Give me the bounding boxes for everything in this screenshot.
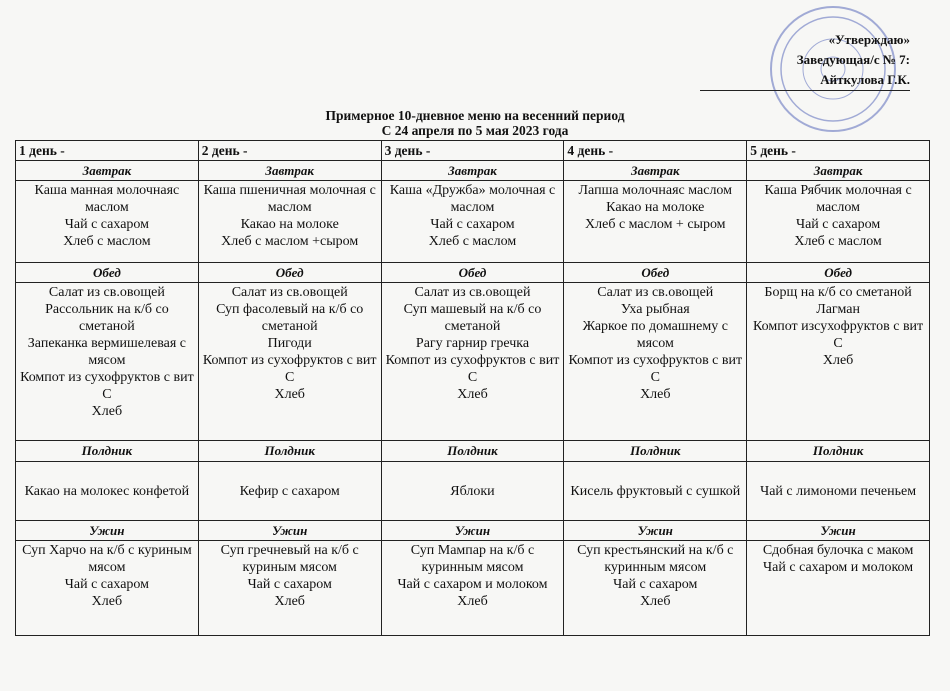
meal-header-snack: Полдник bbox=[198, 441, 381, 462]
approval-block bbox=[700, 30, 910, 91]
meal-header-lunch: Обед bbox=[564, 263, 747, 283]
snack-header-row bbox=[16, 441, 930, 462]
dish-item: Хлеб bbox=[822, 353, 854, 368]
dish-item: Компот из сухофруктов с вит С bbox=[202, 353, 377, 385]
meal-header-breakfast: Завтрак bbox=[564, 161, 747, 181]
dish-item: Хлеб bbox=[457, 387, 488, 402]
dish-item: Салат из св.овощей bbox=[48, 285, 165, 300]
breakfast-cell bbox=[564, 181, 747, 263]
dish-item: Рассольник на к/б со сметаной bbox=[45, 302, 169, 334]
lunch-cell bbox=[564, 283, 747, 441]
meal-header-dinner: Ужин bbox=[747, 521, 930, 541]
dish-item: Какао на молоке bbox=[240, 217, 339, 232]
dish-item: Чай с сахаром bbox=[64, 217, 150, 232]
dinner-dishes-row bbox=[16, 541, 930, 636]
dish-item: Чай с сахаром bbox=[795, 217, 881, 232]
breakfast-cell bbox=[198, 181, 381, 263]
dish-item: Салат из св.овощей bbox=[597, 285, 714, 300]
meal-header-dinner: Ужин bbox=[381, 521, 564, 541]
breakfast-cell bbox=[381, 181, 564, 263]
meal-header-dinner: Ужин bbox=[16, 521, 199, 541]
dish-item: Суп фасолевый на к/б со сметаной bbox=[216, 302, 364, 334]
meal-header-lunch: Обед bbox=[198, 263, 381, 283]
snack-cell bbox=[198, 462, 381, 521]
dish-item: Уха рыбная bbox=[620, 302, 690, 317]
meal-header-snack: Полдник bbox=[381, 441, 564, 462]
snack-cell bbox=[564, 462, 747, 521]
dish-item: Компот из сухофруктов с вит С bbox=[20, 370, 194, 402]
dish-item: Рагу гарнир гречка bbox=[415, 336, 530, 351]
dish-item: Каша «Дружба» молочная с маслом bbox=[389, 183, 556, 215]
dish-item: Хлеб с маслом +сыром bbox=[221, 234, 359, 249]
dish-item: Салат из св.овощей bbox=[231, 285, 348, 300]
dish-item: Салат из св.овощей bbox=[414, 285, 531, 300]
dish-item: Лапша молочнаяс маслом bbox=[578, 183, 733, 198]
meal-header-lunch: Обед bbox=[16, 263, 199, 283]
breakfast-header-row bbox=[16, 161, 930, 181]
dish-item: Чай с сахаром bbox=[613, 577, 698, 592]
dish-item: Чай с сахаром bbox=[430, 217, 515, 232]
dish-item: Хлеб bbox=[457, 594, 488, 609]
lunch-header-row bbox=[16, 263, 930, 283]
dish-item: Лагман bbox=[816, 302, 860, 317]
meal-header-breakfast: Завтрак bbox=[198, 161, 381, 181]
dish-item: Каша пшеничная молочная с маслом bbox=[203, 183, 376, 215]
day-header: 4 день - bbox=[564, 141, 747, 161]
meal-header-breakfast: Завтрак bbox=[16, 161, 199, 181]
lunch-cell bbox=[747, 283, 930, 441]
dish-item: Хлеб bbox=[274, 594, 305, 609]
day-header-row bbox=[16, 141, 930, 161]
dish-item: Суп Мампар на к/б с куринным мясом bbox=[410, 543, 535, 575]
dish-item: Борщ на к/б со сметаной bbox=[764, 285, 912, 300]
meal-header-breakfast: Завтрак bbox=[381, 161, 564, 181]
title-line-1: Примерное 10-дневное меню на весенний период bbox=[325, 108, 625, 123]
dish-item: Кефир с сахаром bbox=[239, 483, 340, 499]
lunch-cell bbox=[198, 283, 381, 441]
dish-item: Чай с сахаром bbox=[247, 577, 332, 592]
meal-header-lunch: Обед bbox=[747, 263, 930, 283]
lunch-cell bbox=[381, 283, 564, 441]
dish-item: Жаркое по домашнему с мясом bbox=[582, 319, 728, 351]
dish-item: Хлеб bbox=[274, 387, 305, 402]
dish-item: Какао на молокес конфетой bbox=[24, 483, 190, 499]
dish-item: Хлеб bbox=[91, 594, 123, 609]
breakfast-dishes-row bbox=[16, 181, 930, 263]
meal-header-lunch: Обед bbox=[381, 263, 564, 283]
lunch-dishes-row bbox=[16, 283, 930, 441]
meal-header-snack: Полдник bbox=[564, 441, 747, 462]
approval-heading: «Утверждаю» bbox=[828, 32, 910, 47]
dish-item: Каша Рябчик молочная с маслом bbox=[764, 183, 912, 215]
dish-item: Чай с сахаром bbox=[64, 577, 150, 592]
approval-position: Заведующая/с № 7: bbox=[796, 52, 910, 67]
meal-header-breakfast: Завтрак bbox=[747, 161, 930, 181]
dish-item: Хлеб bbox=[91, 404, 123, 419]
meal-header-snack: Полдник bbox=[747, 441, 930, 462]
dinner-cell bbox=[381, 541, 564, 636]
dish-item: Хлеб с маслом + сыром bbox=[585, 217, 726, 232]
dish-item: Компот изсухофруктов с вит С bbox=[753, 319, 924, 351]
dish-item: Какао на молоке bbox=[606, 200, 705, 215]
meal-header-snack: Полдник bbox=[16, 441, 199, 462]
menu-table bbox=[15, 140, 930, 636]
dish-item: Хлеб bbox=[640, 594, 671, 609]
dish-item: Компот из сухофруктов с вит С bbox=[568, 353, 743, 385]
dish-item: Хлеб с маслом bbox=[794, 234, 882, 249]
dish-item: Суп Харчо на к/б с куриным мясом bbox=[22, 543, 192, 575]
dish-item: Яблоки bbox=[450, 483, 495, 499]
dish-item: Хлеб bbox=[640, 387, 671, 402]
meal-header-dinner: Ужин bbox=[198, 521, 381, 541]
dish-item: Каша манная молочнаяс маслом bbox=[34, 183, 180, 215]
page-title bbox=[0, 108, 950, 138]
day-header: 5 день - bbox=[747, 141, 930, 161]
snack-dishes-row bbox=[16, 462, 930, 521]
dish-item: Суп машевый на к/б со сметаной bbox=[403, 302, 542, 334]
dinner-cell bbox=[198, 541, 381, 636]
dish-item: Сдобная булочка с маком bbox=[762, 543, 914, 558]
snack-cell bbox=[381, 462, 564, 521]
approval-signatory: Айткулова Г.К. bbox=[700, 70, 910, 91]
dish-item: Запеканка вермишелевая с мясом bbox=[27, 336, 186, 368]
dish-item: Чай с сахаром и молоком bbox=[763, 560, 914, 575]
dinner-cell bbox=[747, 541, 930, 636]
dish-item: Хлеб с маслом bbox=[428, 234, 517, 249]
snack-cell bbox=[747, 462, 930, 521]
title-line-2: С 24 апреля по 5 мая 2023 года bbox=[381, 123, 569, 138]
dish-item: Хлеб с маслом bbox=[63, 234, 151, 249]
dish-item: Суп крестьянский на к/б с куринным мясом bbox=[577, 543, 734, 575]
dish-item: Чай с лимономи печеньем bbox=[760, 483, 917, 499]
breakfast-cell bbox=[16, 181, 199, 263]
day-header: 3 день - bbox=[381, 141, 564, 161]
dish-item: Кисель фруктовый с сушкой bbox=[570, 483, 741, 499]
dish-item: Компот из сухофруктов с вит С bbox=[385, 353, 560, 385]
dish-item: Чай с сахаром и молоком bbox=[397, 577, 548, 592]
dinner-cell bbox=[564, 541, 747, 636]
breakfast-cell bbox=[747, 181, 930, 263]
snack-cell bbox=[16, 462, 199, 521]
dish-item: Суп гречневый на к/б с куриным мясом bbox=[220, 543, 359, 575]
dinner-header-row bbox=[16, 521, 930, 541]
lunch-cell bbox=[16, 283, 199, 441]
day-header: 2 день - bbox=[198, 141, 381, 161]
dinner-cell bbox=[16, 541, 199, 636]
dish-item: Пигоди bbox=[267, 336, 312, 351]
day-header: 1 день - bbox=[16, 141, 199, 161]
meal-header-dinner: Ужин bbox=[564, 521, 747, 541]
